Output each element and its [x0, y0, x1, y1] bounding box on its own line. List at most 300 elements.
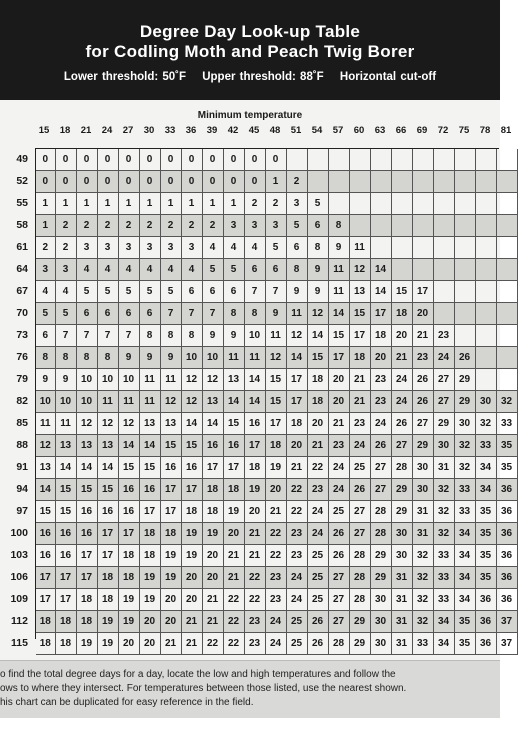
table-cell: 33 — [434, 589, 455, 611]
table-cell: 11 — [161, 369, 182, 391]
table-cell: 6 — [287, 237, 308, 259]
table-cell: 5 — [140, 281, 161, 303]
table-cell: 13 — [350, 281, 371, 303]
table-cell: 18 — [245, 457, 266, 479]
title-line-2: for Codling Moth and Peach Twig Borer — [85, 42, 415, 61]
table-cell: 36 — [497, 501, 518, 523]
table-cell: 19 — [119, 611, 140, 633]
table-cell: 19 — [98, 611, 119, 633]
table-cell: 30 — [413, 457, 434, 479]
table-cell: 17 — [413, 281, 434, 303]
table-cell: 29 — [413, 435, 434, 457]
threshold-info — [0, 71, 500, 83]
max-temp-header: 67 — [16, 285, 28, 297]
table-cell: 23 — [287, 523, 308, 545]
table-cell: 27 — [329, 611, 350, 633]
table-cell: 25 — [329, 501, 350, 523]
table-cell: 6 — [36, 325, 56, 347]
table-cell: 18 — [266, 435, 287, 457]
table-cell: 8 — [98, 347, 119, 369]
table-cell: 34 — [455, 545, 476, 567]
table-cell: 34 — [455, 589, 476, 611]
table-cell — [476, 325, 497, 347]
table-cell: 17 — [350, 325, 371, 347]
table-cell: 14 — [371, 259, 392, 281]
table-cell: 20 — [413, 303, 434, 325]
table-cell: 19 — [266, 457, 287, 479]
table-cell: 14 — [36, 479, 56, 501]
table-cell: 35 — [476, 545, 497, 567]
table-cell: 2 — [56, 215, 77, 237]
table-cell: 23 — [287, 545, 308, 567]
table-cell: 34 — [434, 633, 455, 655]
table-cell: 36 — [476, 633, 497, 655]
table-cell: 19 — [224, 501, 245, 523]
table-cell: 33 — [455, 501, 476, 523]
table-cell: 2 — [161, 215, 182, 237]
table-cell: 15 — [308, 347, 329, 369]
table-cell: 20 — [287, 435, 308, 457]
table-cell: 4 — [182, 259, 203, 281]
table-cell: 24 — [392, 391, 413, 413]
table-cell: 8 — [308, 237, 329, 259]
table-cell: 3 — [98, 237, 119, 259]
table-cell — [455, 259, 476, 281]
table-cell: 22 — [266, 545, 287, 567]
min-temp-header: 78 — [479, 125, 491, 136]
table-cell: 32 — [434, 479, 455, 501]
table-cell: 19 — [98, 633, 119, 655]
table-cell — [434, 259, 455, 281]
table-cell: 24 — [287, 589, 308, 611]
table-cell: 0 — [140, 149, 161, 171]
table-cell: 23 — [308, 479, 329, 501]
table-cell: 17 — [98, 545, 119, 567]
table-cell: 22 — [245, 589, 266, 611]
table-cell: 19 — [245, 479, 266, 501]
table-cell — [476, 347, 497, 369]
max-temp-header: 103 — [10, 549, 28, 561]
min-temp-header: 66 — [395, 125, 407, 136]
table-cell: 4 — [245, 237, 266, 259]
table-cell: 6 — [140, 303, 161, 325]
min-temp-header: 60 — [353, 125, 365, 136]
table-cell — [476, 237, 497, 259]
table-cell: 8 — [329, 215, 350, 237]
table-cell: 3 — [119, 237, 140, 259]
table-cell: 35 — [497, 457, 518, 479]
table-cell: 31 — [413, 501, 434, 523]
table-cell: 17 — [77, 545, 98, 567]
table-cell: 4 — [119, 259, 140, 281]
table-cell: 14 — [287, 347, 308, 369]
max-temp-header: 85 — [16, 417, 28, 429]
table-cell: 11 — [140, 369, 161, 391]
table-cell: 22 — [287, 501, 308, 523]
table-cell: 31 — [392, 589, 413, 611]
table-cell: 19 — [182, 545, 203, 567]
footer-line-2: ows to where they intersect. For temperatures between those listed, use the nearest shown. — [0, 683, 407, 694]
table-cell: 7 — [56, 325, 77, 347]
table-cell: 9 — [266, 303, 287, 325]
table-cell: 18 — [56, 611, 77, 633]
table-cell: 8 — [161, 325, 182, 347]
table-cell — [308, 149, 329, 171]
table-cell: 0 — [119, 171, 140, 193]
table-cell: 36 — [476, 611, 497, 633]
table-cell: 25 — [350, 457, 371, 479]
table-cell: 2 — [36, 237, 56, 259]
table-cell: 0 — [98, 149, 119, 171]
table-cell: 7 — [161, 303, 182, 325]
table-cell — [434, 303, 455, 325]
table-cell: 15 — [182, 435, 203, 457]
table-cell: 14 — [56, 457, 77, 479]
table-cell: 16 — [77, 501, 98, 523]
table-cell: 37 — [497, 611, 518, 633]
table-cell: 18 — [56, 633, 77, 655]
table-cell: 21 — [308, 435, 329, 457]
table-cell: 0 — [98, 171, 119, 193]
table-cell: 2 — [287, 171, 308, 193]
table-cell: 0 — [77, 171, 98, 193]
table-cell: 4 — [203, 237, 224, 259]
table-cell: 16 — [119, 501, 140, 523]
max-temp-header: 64 — [16, 263, 28, 275]
min-temp-header: 57 — [332, 125, 344, 136]
table-cell: 14 — [245, 369, 266, 391]
table-cell: 0 — [182, 149, 203, 171]
table-cell: 32 — [455, 457, 476, 479]
table-cell: 9 — [308, 259, 329, 281]
table-cell: 22 — [224, 589, 245, 611]
table-cell: 0 — [224, 171, 245, 193]
table-cell: 15 — [350, 303, 371, 325]
table-cell: 9 — [224, 325, 245, 347]
table-cell — [497, 281, 518, 303]
footer-line-1: o find the total degree days for a day, locate the low and high temperatures and follow the — [0, 669, 396, 680]
table-cell: 18 — [182, 501, 203, 523]
min-temp-header: 36 — [185, 125, 197, 136]
table-cell: 1 — [266, 171, 287, 193]
table-cell: 13 — [140, 413, 161, 435]
table-cell: 21 — [224, 567, 245, 589]
table-cell: 33 — [455, 479, 476, 501]
max-temp-header: 94 — [16, 483, 28, 495]
table-cell — [476, 303, 497, 325]
table-cell: 12 — [36, 435, 56, 457]
max-temp-header: 73 — [16, 329, 28, 341]
min-temp-header: 27 — [122, 125, 134, 136]
table-cell: 6 — [224, 281, 245, 303]
table-cell: 17 — [224, 457, 245, 479]
table-cell: 14 — [245, 391, 266, 413]
table-cell — [455, 237, 476, 259]
table-cell: 6 — [119, 303, 140, 325]
max-temp-header: 61 — [16, 241, 28, 253]
table-cell: 20 — [371, 347, 392, 369]
table-cell: 7 — [245, 281, 266, 303]
table-cell: 29 — [350, 633, 371, 655]
table-cell: 18 — [203, 479, 224, 501]
table-cell: 16 — [224, 435, 245, 457]
table-cell: 5 — [161, 281, 182, 303]
table-cell: 10 — [245, 325, 266, 347]
table-cell: 12 — [77, 413, 98, 435]
table-cell: 10 — [56, 391, 77, 413]
table-cell: 27 — [350, 501, 371, 523]
table-cell: 14 — [308, 325, 329, 347]
table-cell: 2 — [203, 215, 224, 237]
table-cell: 3 — [266, 215, 287, 237]
table-cell: 9 — [308, 281, 329, 303]
table-cell — [434, 281, 455, 303]
table-cell: 21 — [182, 611, 203, 633]
table-cell: 10 — [119, 369, 140, 391]
table-cell: 21 — [413, 325, 434, 347]
min-temp-header: 18 — [59, 125, 71, 136]
table-cell: 13 — [77, 435, 98, 457]
table-cell: 15 — [329, 325, 350, 347]
table-cell: 15 — [98, 479, 119, 501]
table-cell: 27 — [350, 523, 371, 545]
table-cell: 33 — [413, 633, 434, 655]
table-cell: 5 — [98, 281, 119, 303]
table-cell: 1 — [119, 193, 140, 215]
table-cell: 1 — [56, 193, 77, 215]
min-temp-header: 54 — [311, 125, 323, 136]
table-cell: 1 — [98, 193, 119, 215]
table-cell: 3 — [224, 215, 245, 237]
table-cell: 5 — [77, 281, 98, 303]
table-cell: 20 — [161, 589, 182, 611]
table-cell: 34 — [455, 523, 476, 545]
table-cell: 15 — [392, 281, 413, 303]
table-cell: 7 — [203, 303, 224, 325]
max-temp-header: 109 — [10, 593, 28, 605]
table-cell: 3 — [287, 193, 308, 215]
table-cell: 15 — [119, 457, 140, 479]
table-cell: 19 — [119, 589, 140, 611]
table-cell: 11 — [245, 347, 266, 369]
table-cell: 16 — [119, 479, 140, 501]
table-cell — [371, 149, 392, 171]
table-cell: 13 — [56, 435, 77, 457]
table-cell — [350, 149, 371, 171]
table-cell: 4 — [56, 281, 77, 303]
upper-threshold: Upper threshold: 88˚F — [202, 71, 324, 83]
table-cell — [455, 281, 476, 303]
table-cell — [476, 193, 497, 215]
table-cell: 4 — [224, 237, 245, 259]
table-cell — [476, 259, 497, 281]
min-temp-header: 69 — [416, 125, 428, 136]
table-cell: 35 — [476, 567, 497, 589]
max-temp-header: 49 — [16, 153, 28, 165]
table-cell: 0 — [140, 171, 161, 193]
table-cell: 6 — [245, 259, 266, 281]
table-cell: 8 — [36, 347, 56, 369]
max-temp-header: 58 — [16, 219, 28, 231]
table-cell — [497, 215, 518, 237]
table-cell: 6 — [308, 215, 329, 237]
table-cell: 36 — [476, 589, 497, 611]
table-cell: 3 — [161, 237, 182, 259]
table-cell: 19 — [161, 545, 182, 567]
table-cell: 17 — [287, 391, 308, 413]
table-cell — [392, 149, 413, 171]
table-cell: 14 — [371, 281, 392, 303]
table-cell: 0 — [245, 171, 266, 193]
table-cell: 29 — [371, 545, 392, 567]
table-cell: 17 — [203, 457, 224, 479]
table-cell: 2 — [119, 215, 140, 237]
table-cell: 14 — [224, 391, 245, 413]
table-cell: 13 — [161, 413, 182, 435]
table-cell — [329, 171, 350, 193]
table-cell: 20 — [203, 567, 224, 589]
table-cell: 35 — [476, 501, 497, 523]
table-cell: 26 — [455, 347, 476, 369]
table-cell: 31 — [392, 633, 413, 655]
table-cell: 24 — [308, 501, 329, 523]
table-cell: 31 — [392, 611, 413, 633]
table-cell: 24 — [308, 523, 329, 545]
table-cell: 6 — [203, 281, 224, 303]
table-cell: 23 — [350, 413, 371, 435]
table-cell: 18 — [98, 567, 119, 589]
table-cell: 29 — [350, 611, 371, 633]
table-cell — [350, 193, 371, 215]
table-cell: 9 — [119, 347, 140, 369]
table-cell — [434, 193, 455, 215]
table-cell — [455, 325, 476, 347]
table-cell: 5 — [308, 193, 329, 215]
table-cell — [476, 149, 497, 171]
table-cell: 35 — [455, 611, 476, 633]
table-cell: 29 — [434, 413, 455, 435]
table-cell: 18 — [140, 545, 161, 567]
table-cell: 14 — [203, 413, 224, 435]
min-temp-header: 30 — [143, 125, 155, 136]
table-cell: 17 — [98, 523, 119, 545]
table-cell: 3 — [245, 215, 266, 237]
table-cell: 12 — [98, 413, 119, 435]
table-cell: 12 — [182, 369, 203, 391]
table-cell: 6 — [266, 259, 287, 281]
table-cell: 21 — [245, 545, 266, 567]
table-cell: 22 — [266, 523, 287, 545]
table-cell: 9 — [36, 369, 56, 391]
table-cell: 7 — [98, 325, 119, 347]
table-cell — [476, 281, 497, 303]
table-cell: 29 — [371, 567, 392, 589]
table-cell: 27 — [413, 413, 434, 435]
bottom-margin — [0, 718, 500, 745]
table-cell: 16 — [140, 479, 161, 501]
table-cell: 16 — [245, 413, 266, 435]
table-cell: 0 — [203, 149, 224, 171]
table-cell — [329, 149, 350, 171]
table-cell — [455, 149, 476, 171]
table-cell: 28 — [329, 633, 350, 655]
table-cell: 32 — [413, 611, 434, 633]
table-cell: 33 — [497, 413, 518, 435]
min-temp-header: 75 — [458, 125, 470, 136]
table-cell: 18 — [161, 523, 182, 545]
table-cell: 17 — [245, 435, 266, 457]
table-cell: 17 — [56, 589, 77, 611]
table-cell: 3 — [56, 259, 77, 281]
table-cell: 14 — [77, 457, 98, 479]
table-cell: 4 — [77, 259, 98, 281]
table-cell — [308, 171, 329, 193]
table-cell — [497, 325, 518, 347]
table-cell: 35 — [476, 523, 497, 545]
table-cell: 15 — [266, 391, 287, 413]
table-cell: 28 — [350, 589, 371, 611]
table-cell: 18 — [119, 545, 140, 567]
table-cell — [392, 171, 413, 193]
table-cell: 1 — [224, 193, 245, 215]
table-cell: 25 — [308, 545, 329, 567]
table-cell: 30 — [371, 633, 392, 655]
table-cell: 19 — [77, 633, 98, 655]
table-cell: 27 — [392, 435, 413, 457]
min-temp-header: 21 — [80, 125, 92, 136]
max-temp-header: 82 — [16, 395, 28, 407]
table-cell: 2 — [245, 193, 266, 215]
table-cell: 36 — [497, 589, 518, 611]
table-cell: 11 — [329, 281, 350, 303]
table-cell: 6 — [98, 303, 119, 325]
table-cell: 24 — [287, 567, 308, 589]
table-cell — [392, 237, 413, 259]
table-cell: 0 — [161, 149, 182, 171]
table-cell: 15 — [224, 413, 245, 435]
table-cell: 16 — [36, 545, 56, 567]
table-cell: 2 — [182, 215, 203, 237]
table-cell: 30 — [455, 413, 476, 435]
table-cell: 17 — [36, 589, 56, 611]
table-cell: 20 — [224, 523, 245, 545]
table-cell: 11 — [329, 259, 350, 281]
table-cell: 0 — [36, 149, 56, 171]
table-cell — [392, 193, 413, 215]
table-cell: 21 — [203, 589, 224, 611]
table-cell: 29 — [455, 391, 476, 413]
table-cell: 17 — [36, 567, 56, 589]
table-cell — [455, 171, 476, 193]
table-cell: 20 — [266, 479, 287, 501]
table-cell: 3 — [140, 237, 161, 259]
table-cell — [350, 171, 371, 193]
table-cell: 12 — [308, 303, 329, 325]
table-cell: 14 — [140, 435, 161, 457]
table-cell — [392, 259, 413, 281]
table-cell: 32 — [434, 523, 455, 545]
table-cell: 33 — [434, 545, 455, 567]
table-cell: 9 — [287, 281, 308, 303]
table-cell: 21 — [266, 501, 287, 523]
table-cell — [371, 237, 392, 259]
table-cell: 19 — [140, 567, 161, 589]
table-cell: 16 — [36, 523, 56, 545]
table-cell: 27 — [329, 589, 350, 611]
table-cell: 17 — [287, 369, 308, 391]
table-cell: 23 — [266, 589, 287, 611]
table-cell: 5 — [266, 237, 287, 259]
